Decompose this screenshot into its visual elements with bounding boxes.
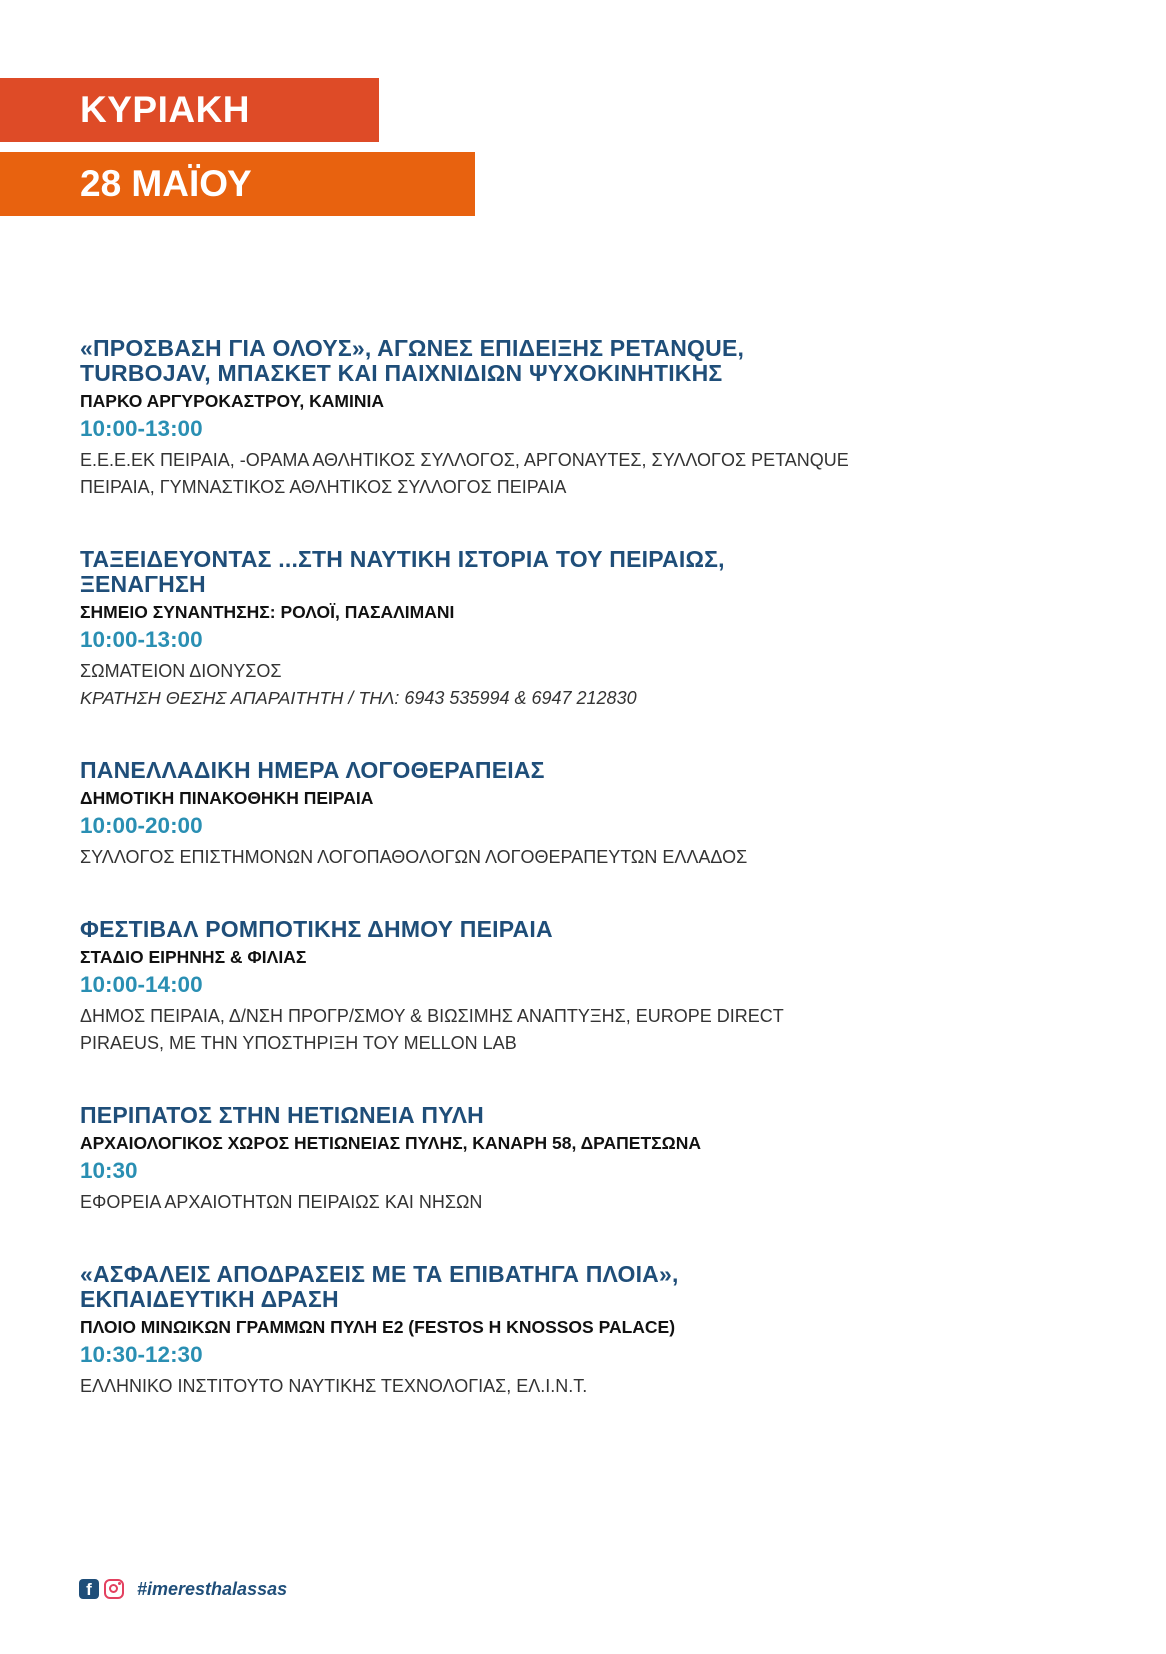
event-item [80, 758, 1080, 871]
event-venue: ΣΤΑΔΙΟ ΕΙΡΗΝΗΣ & ΦΙΛΙΑΣ [80, 947, 307, 967]
event-title: ΤΑΞΕΙΔΕΥΟΝΤΑΣ ...ΣΤΗ ΝΑΥΤΙΚΗ ΙΣΤΟΡΙΑ ΤΟΥ ΠΕΙΡΑΙΩΣ, ΞΕΝΑΓΗΣΗ [80, 546, 725, 597]
event-title: ΠΕΡΙΠΑΤΟΣ ΣΤΗΝ ΗΕΤΙΩΝΕΙΑ ΠΥΛΗ [80, 1102, 484, 1128]
event-time: 10:00-14:00 [80, 972, 203, 997]
event-venue: ΑΡΧΑΙΟΛΟΓΙΚΟΣ ΧΩΡΟΣ ΗΕΤΙΩΝΕΙΑΣ ΠΥΛΗΣ, ΚΑΝΑΡΗ 58, ΔΡΑΠΕΤΣΩΝΑ [80, 1133, 701, 1153]
event-item [80, 917, 1080, 1057]
event-title: ΠΑΝΕΛΛΑΔΙΚΗ ΗΜΕΡΑ ΛΟΓΟΘΕΡΑΠΕΙΑΣ [80, 757, 545, 783]
event-time: 10:00-13:00 [80, 627, 203, 652]
event-item [80, 1103, 1080, 1216]
event-organizer: ΣΩΜΑΤΕΙΟΝ ΔΙΟΝΥΣΟΣ [80, 661, 282, 681]
event-title: «ΑΣΦΑΛΕΙΣ ΑΠΟΔΡΑΣΕΙΣ ΜΕ ΤΑ ΕΠΙΒΑΤΗΓΑ ΠΛΟΙΑ», ΕΚΠΑΙΔΕΥΤΙΚΗ ΔΡΑΣΗ [80, 1261, 679, 1312]
event-venue: ΣΗΜΕΙΟ ΣΥΝΑΝΤΗΣΗΣ: ΡΟΛΟΪ, ΠΑΣΑΛΙΜΑΝΙ [80, 602, 455, 622]
event-item [80, 336, 1080, 501]
event-organizer: Ε.Ε.Ε.ΕΚ ΠΕΙΡΑΙΑ, -ΟΡΑΜΑ ΑΘΛΗΤΙΚΟΣ ΣΥΛΛΟΓΟΣ, ΑΡΓΟΝΑΥΤΕΣ, ΣΥΛΛΟΓΟΣ PETANQUE ΠΕΙΡΑΙΑ, ΓΥΜΝΑΣΤΙΚΟΣ ΑΘΛΗΤΙΚΟΣ ΣΥΛΛΟΓΟΣ ΠΕΙΡΑΙΑ [80, 450, 849, 497]
event-item [80, 547, 1080, 712]
event-venue: ΠΑΡΚΟ ΑΡΓΥΡΟΚΑΣΤΡΟΥ, ΚΑΜΙΝΙΑ [80, 391, 384, 411]
event-organizer: ΔΗΜΟΣ ΠΕΙΡΑΙΑ, Δ/ΝΣΗ ΠΡΟΓΡ/ΣΜΟΥ & ΒΙΩΣΙΜΗΣ ΑΝΑΠΤΥΞΗΣ, EUROPE DIRECT PIRAEUS, ΜΕ ΤΗΝ ΥΠΟΣΤΗΡΙΞΗ ΤΟΥ MELLON LAB [80, 1006, 784, 1053]
event-title: «ΠΡΟΣΒΑΣΗ ΓΙΑ ΟΛΟΥΣ», ΑΓΩΝΕΣ ΕΠΙΔΕΙΞΗΣ PETANQUE, TURBOJAV, ΜΠΑΣΚΕΤ ΚΑΙ ΠΑΙΧΝΙΔΙΩΝ ΨΥΧΟΚΙΝΗΤΙΚΗΣ [80, 335, 745, 386]
event-item [80, 1262, 1080, 1400]
hashtag-label: #imeresthalassas [137, 1578, 288, 1599]
event-organizer: ΣΥΛΛΟΓΟΣ ΕΠΙΣΤΗΜΟΝΩΝ ΛΟΓΟΠΑΘΟΛΟΓΩΝ ΛΟΓΟΘΕΡΑΠΕΥΤΩΝ ΕΛΛΑΔΟΣ [80, 847, 748, 867]
event-time: 10:30 [80, 1158, 138, 1183]
facebook-icon[interactable]: f [79, 1579, 99, 1599]
event-organizer: ΕΦΟΡΕΙΑ ΑΡΧΑΙΟΤΗΤΩΝ ΠΕΙΡΑΙΩΣ ΚΑΙ ΝΗΣΩΝ [80, 1192, 483, 1212]
event-booking-note: ΚΡΑΤΗΣΗ ΘΕΣΗΣ ΑΠΑΡΑΙΤΗΤΗ / ΤΗΛ: 6943 535994 & 6947 212830 [80, 688, 637, 708]
event-venue: ΠΛΟΙΟ ΜΙΝΩΙΚΩΝ ΓΡΑΜΜΩΝ ΠΥΛΗ Ε2 (FESTOS Η KNOSSOS PALACE) [80, 1317, 676, 1337]
instagram-icon[interactable] [104, 1579, 124, 1599]
event-time: 10:00-13:00 [80, 416, 203, 441]
social-footer [79, 1577, 287, 1601]
event-list [80, 336, 1080, 1446]
event-time: 10:30-12:30 [80, 1342, 203, 1367]
day-banner: ΚΥΡΙΑΚΗ [0, 78, 379, 142]
event-organizer: ΕΛΛΗΝΙΚΟ ΙΝΣΤΙΤΟΥΤΟ ΝΑΥΤΙΚΗΣ ΤΕΧΝΟΛΟΓΙΑΣ, ΕΛ.Ι.Ν.Τ. [80, 1376, 588, 1396]
event-venue: ΔΗΜΟΤΙΚΗ ΠΙΝΑΚΟΘΗΚΗ ΠΕΙΡΑΙΑ [80, 788, 374, 808]
event-time: 10:00-20:00 [80, 813, 203, 838]
event-title: ΦΕΣΤΙΒΑΛ ΡΟΜΠΟΤΙΚΗΣ ΔΗΜΟΥ ΠΕΙΡΑΙΑ [80, 916, 553, 942]
date-banner: 28 ΜΑΪΟΥ [0, 152, 475, 216]
